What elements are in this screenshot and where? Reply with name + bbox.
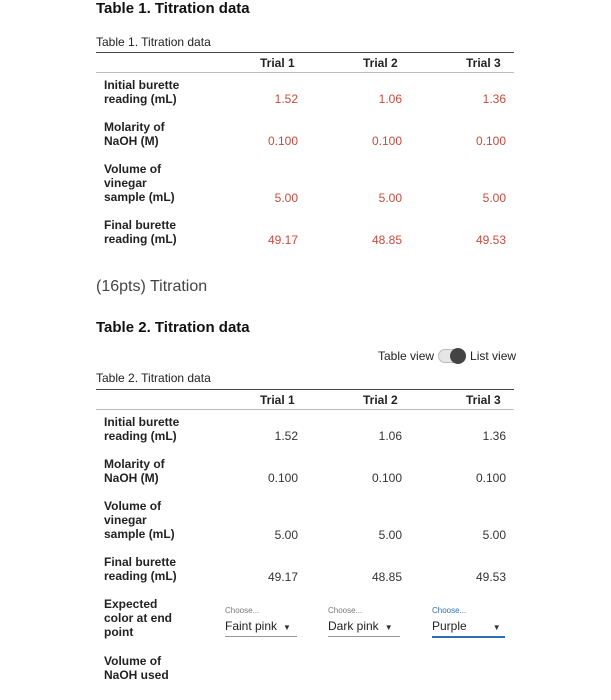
table2-cell-r1-t2: 1.06 [378,429,402,443]
table1-header-trial2: Trial 2 [363,56,398,70]
dropdown-arrow-icon: ▼ [384,623,393,632]
table2-row5-label-line2: color at end [104,611,173,625]
table2-header-trial1: Trial 1 [260,393,295,407]
table1-row2-label-line1: Molarity of [104,120,165,134]
table2-cell-r1-t1: 1.52 [274,429,298,443]
table1-cell-r2-t3: 0.100 [475,134,506,148]
table1-header-trial1: Trial 1 [260,56,295,70]
table2-row2-label-line2: NaOH (M) [104,471,159,485]
section-title: (16pts) Titration [96,278,208,295]
table2-row3-label-line2: vinegar [104,513,147,527]
select-value: Dark pink [328,619,379,633]
dropdown-arrow-icon: ▼ [283,623,291,632]
table2-cell-r4-t1: 49.17 [267,570,298,584]
table2-cell-r4-t2: 48.85 [371,570,402,584]
select-hint: Choose... [432,606,467,615]
table1-row4-label-line1: Final burette [104,218,177,232]
table2-cell-r3-t2: 5.00 [378,528,402,542]
select-hint: Choose... [328,606,363,615]
table2-row1-label-line2: reading (mL) [104,429,177,443]
table2-cell-r3-t1: 5.00 [274,528,298,542]
table1-row-label [104,120,165,148]
select-hint: Choose... [225,606,260,615]
toggle-knob [450,348,466,364]
table1-cell-r3-t3: 5.00 [482,191,506,205]
table2-cell-r1-t3: 1.36 [482,429,506,443]
table1-cell-r4-t3: 49.53 [475,233,506,247]
table1-row3-label-line2: vinegar [104,176,147,190]
table1-top-rule [96,52,514,53]
table1-cell-r2-t2: 0.100 [371,134,402,148]
table2-row2-label-line1: Molarity of [104,457,165,471]
table2-header-trial2: Trial 2 [363,393,398,407]
table2-cell-r4-t3: 49.53 [475,570,506,584]
table2-row5-label-line3: point [104,625,134,639]
table1-row4-label-line2: reading (mL) [104,232,177,246]
table1-cell-r3-t1: 5.00 [274,191,298,205]
table2-header-rule [96,409,514,410]
table2-row5-label-line1: Expected [104,597,158,611]
table1-row-label [104,78,179,106]
select-value: Purple [432,619,467,633]
table2-row-label [104,415,179,443]
table2-row-label [104,457,165,485]
table2-header-trial3: Trial 3 [466,393,501,407]
table1-row-label [104,218,177,246]
table2-row3-label-line1: Volume of [104,499,162,513]
select-underline [432,636,505,638]
table1-row-label [104,162,175,204]
color-select-trial3[interactable] [432,606,505,638]
table2-row3-label-line3: sample (mL) [104,527,175,541]
table2-cell-r2-t1: 0.100 [267,471,298,485]
table1-title: Table 1. Titration data [96,0,250,17]
table2-row6-label-line2: NaOH used [104,668,169,682]
table2-cell-r2-t2: 0.100 [371,471,402,485]
table2-row4-label-line2: reading (mL) [104,569,177,583]
table1-header-rule [96,72,514,73]
table1-cell-r1-t2: 1.06 [378,92,402,106]
table1-cell-r3-t2: 5.00 [378,191,402,205]
table2-row-label [104,597,172,639]
table2-top-rule [96,389,514,390]
table1-header-trial3: Trial 3 [466,56,501,70]
table1-row3-label-line3: sample (mL) [104,190,175,204]
table1-row1-label-line1: Initial burette [104,78,180,92]
table2-row1-label-line1: Initial burette [104,415,180,429]
select-underline [225,636,297,637]
table1-cell-r1-t3: 1.36 [482,92,506,106]
toggle-label-list-view[interactable]: List view [470,349,517,363]
table1-cell-r2-t1: 0.100 [267,134,298,148]
table1-cell-r1-t1: 1.52 [274,92,298,106]
table2-cell-r2-t3: 0.100 [475,471,506,485]
table2-cell-r3-t3: 5.00 [482,528,506,542]
table2-row6-label-line1: Volume of [104,654,162,668]
dropdown-arrow-icon: ▼ [492,623,501,632]
view-toggle[interactable] [378,349,516,363]
table2-title: Table 2. Titration data [96,319,250,336]
table2-row-label [104,555,177,583]
table2-row4-label-line1: Final burette [104,555,177,569]
select-value: Faint pink [225,619,278,633]
table1-row1-label-line2: reading (mL) [104,92,177,106]
color-select-trial1[interactable] [225,606,297,637]
select-underline [328,636,400,637]
table1-cell-r4-t2: 48.85 [371,233,402,247]
toggle-label-table-view[interactable]: Table view [378,349,435,363]
view-toggle-switch[interactable] [438,349,466,363]
table2-row-label [104,654,169,682]
table1-cell-r4-t1: 49.17 [267,233,298,247]
color-select-trial2[interactable] [328,606,400,637]
table2-row-label [104,499,175,541]
table1-caption: Table 1. Titration data [96,35,211,49]
table1-row2-label-line2: NaOH (M) [104,134,159,148]
table2-caption: Table 2. Titration data [96,371,211,385]
table1-row3-label-line1: Volume of [104,162,162,176]
